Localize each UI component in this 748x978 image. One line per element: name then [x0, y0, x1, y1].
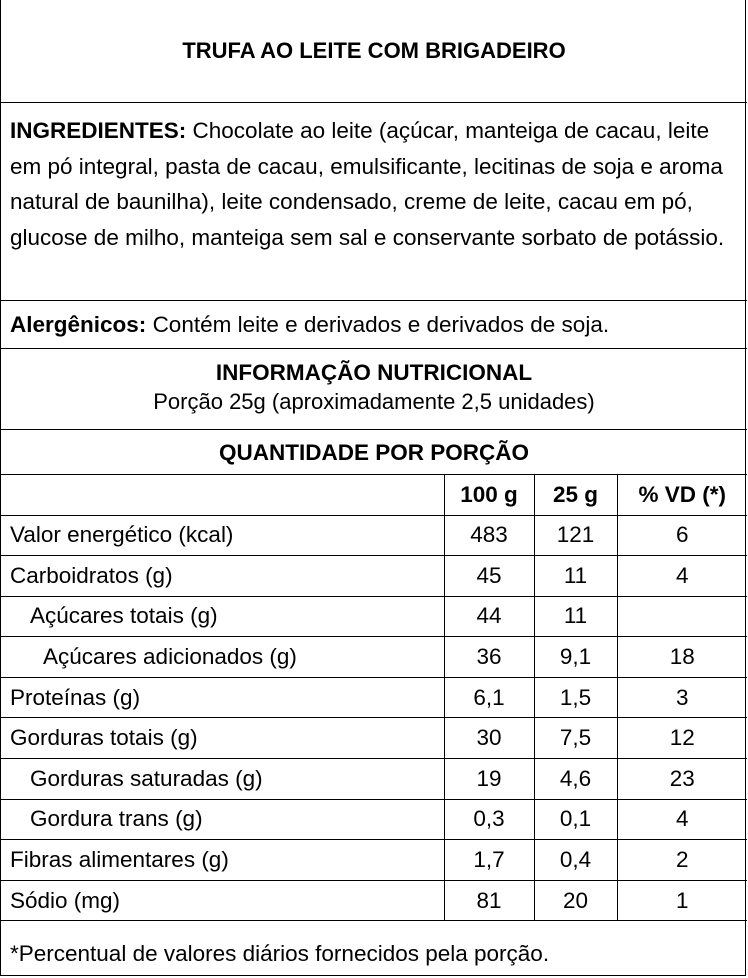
value-100g: 44 [444, 596, 534, 637]
value-25g: 11 [534, 556, 617, 597]
value-25g: 0,4 [534, 840, 617, 881]
value-vd: 4 [617, 556, 747, 597]
value-100g: 30 [444, 718, 534, 759]
allergens-label: Alergênicos: [10, 312, 147, 337]
value-25g: 9,1 [534, 637, 617, 678]
nutrient-name: Gorduras saturadas (g) [1, 759, 444, 800]
value-25g: 7,5 [534, 718, 617, 759]
column-header-vd: % VD (*) [617, 475, 747, 515]
value-25g: 4,6 [534, 759, 617, 800]
table-row [1, 515, 747, 556]
value-100g: 45 [444, 556, 534, 597]
allergens-text: Contém leite e derivados e derivados de soja. [152, 312, 610, 337]
value-25g: 20 [534, 880, 617, 921]
value-100g: 6,1 [444, 677, 534, 718]
value-25g: 11 [534, 596, 617, 637]
table-row [1, 880, 747, 921]
value-vd [617, 596, 747, 637]
column-header-100g: 100 g [444, 475, 534, 515]
nutrition-table [1, 475, 747, 921]
nutrient-name: Açúcares adicionados (g) [1, 637, 444, 678]
value-25g: 1,5 [534, 677, 617, 718]
table-row [1, 840, 747, 881]
ingredients-section [1, 103, 747, 301]
product-title: TRUFA AO LEITE COM BRIGADEIRO [1, 0, 747, 103]
value-100g: 483 [444, 515, 534, 556]
value-vd: 1 [617, 880, 747, 921]
nutrient-name: Valor energético (kcal) [1, 515, 444, 556]
value-100g: 81 [444, 880, 534, 921]
ingredients-label: INGREDIENTES: [10, 118, 187, 143]
quantity-heading: QUANTIDADE POR PORÇÃO [1, 430, 747, 475]
nutrient-name: Fibras alimentares (g) [1, 840, 444, 881]
nutrient-name: Carboidratos (g) [1, 556, 444, 597]
table-row [1, 677, 747, 718]
value-25g: 121 [534, 515, 617, 556]
table-row [1, 799, 747, 840]
header-name-cell [1, 475, 444, 515]
value-vd: 18 [617, 637, 747, 678]
column-header-25g: 25 g [534, 475, 617, 515]
nutrient-name: Sódio (mg) [1, 880, 444, 921]
table-row [1, 637, 747, 678]
nutrient-name: Gorduras totais (g) [1, 718, 444, 759]
value-vd: 23 [617, 759, 747, 800]
table-row [1, 596, 747, 637]
value-vd: 3 [617, 677, 747, 718]
value-100g: 19 [444, 759, 534, 800]
value-vd: 12 [617, 718, 747, 759]
value-vd: 6 [617, 515, 747, 556]
value-100g: 0,3 [444, 799, 534, 840]
table-row [1, 718, 747, 759]
value-100g: 1,7 [444, 840, 534, 881]
value-vd: 4 [617, 799, 747, 840]
value-25g: 0,1 [534, 799, 617, 840]
table-header-row [1, 475, 747, 515]
portion-size: Porção 25g (aproximadamente 2,5 unidades) [153, 389, 595, 414]
nutrient-name: Proteínas (g) [1, 677, 444, 718]
nutrition-heading: INFORMAÇÃO NUTRICIONAL [215, 360, 533, 385]
ingredients-text: Chocolate ao leite (açúcar, manteiga de cacau, leite em pó integral, pasta de cacau, emulsificante, lecitinas de soja e aroma natural de baunilha), leite condensado, creme de leite, cacau em pó, glucose de milho, manteiga sem sal e conservante sorbato de potássio. [10, 118, 725, 250]
allergens-section [1, 301, 747, 349]
nutrition-info-header [1, 349, 747, 430]
footnote: *Percentual de valores diários fornecidos pela porção. [10, 941, 550, 966]
value-100g: 36 [444, 637, 534, 678]
table-row [1, 759, 747, 800]
table-row [1, 556, 747, 597]
nutrient-name: Açúcares totais (g) [1, 596, 444, 637]
value-vd: 2 [617, 840, 747, 881]
nutrient-name: Gordura trans (g) [1, 799, 444, 840]
